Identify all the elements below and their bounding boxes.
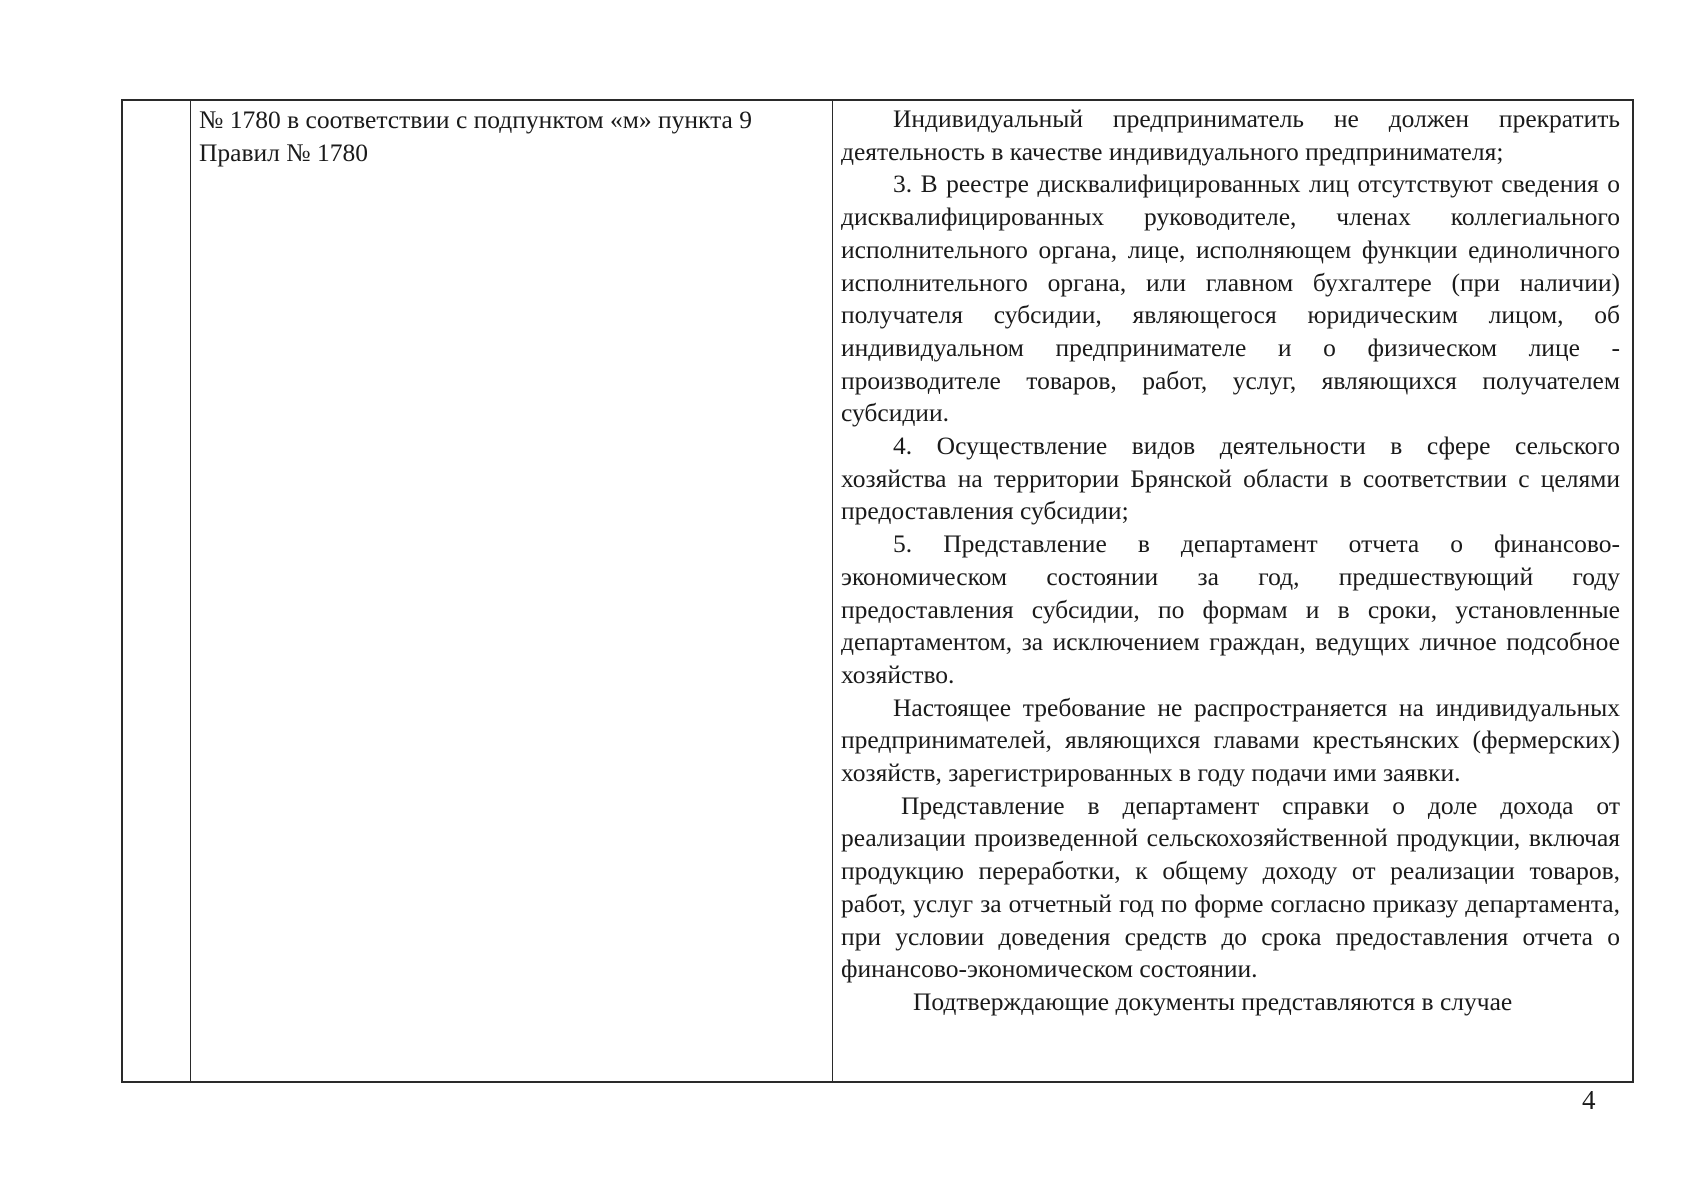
row-number-cell: [123, 101, 191, 1081]
description-paragraph: Представление в департамент справки о доле дохода от реализации произведенной сельскохозяйственной продукции, включая продукцию переработки, к общему доходу от реализации товаров, работ, услуг за отчетный год по форме согласно приказу департамента, при условии доведения средств до срока предоставления отчета о финансово-экономическом состоянии.: [841, 790, 1620, 984]
description-paragraph: Настоящее требование не распространяется на индивидуальных предпринимателей, являющихся главами крестьянских (фермерских) хозяйств, зарегистрированных в году подачи ими заявки.: [841, 692, 1620, 788]
description-paragraph: Подтверждающие документы представляются в случае: [913, 986, 1513, 1016]
requirement-cell: [191, 101, 833, 1081]
requirements-table: [121, 99, 1634, 1083]
description-cell: [833, 101, 1632, 1081]
description-paragraph: 3. В реестре дисквалифицированных лиц отсутствуют сведения о дисквалифицированных руководителе, членах коллегиального исполнительного органа, лице, исполняющем функции единоличного исполнительного органа, или главном бухгалтере (при наличии) получателя субсидии, являющегося юридическим лицом, об индивидуальном предпринимателе и о физическом лице - производителе товаров, работ, услуг, являющихся получателем субсидии.: [841, 169, 1620, 428]
description-paragraph: 5. Представление в департамент отчета о финансово-экономическом состоянии за год, предшествующий году предоставления субсидии, по формам и в сроки, установленные департаментом, за исключением граждан, ведущих личное подсобное хозяйство.: [841, 529, 1620, 689]
description-paragraph: Индивидуальный предприниматель не должен прекратить деятельность в качестве индивидуального предпринимателя;: [841, 104, 1620, 166]
page-number: 4: [1582, 1085, 1596, 1115]
description-paragraph: 4. Осуществление видов деятельности в сфере сельского хозяйства на территории Брянской области в соответствии с целями предоставления субсидии;: [841, 431, 1620, 526]
requirement-text: № 1780 в соответствии с подпунктом «м» пункта 9 Правил № 1780: [199, 105, 752, 167]
